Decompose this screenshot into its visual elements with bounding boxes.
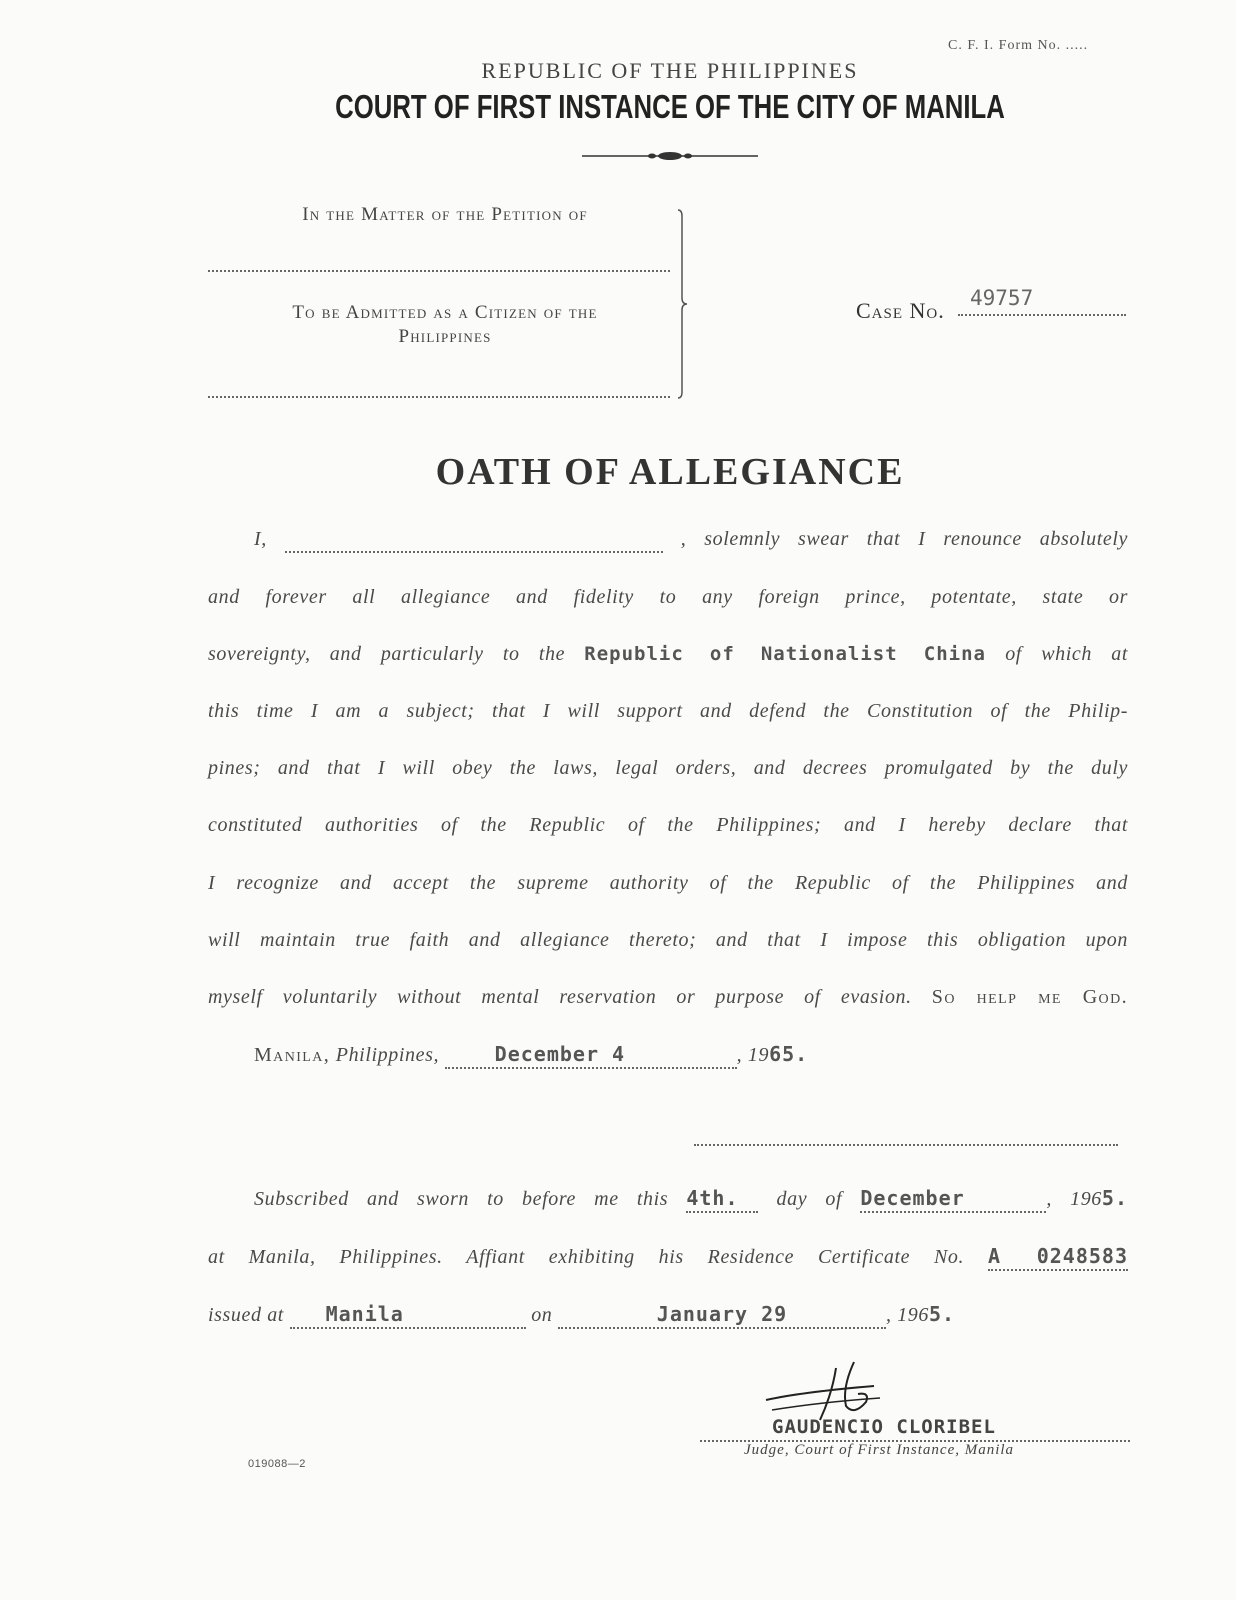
jurat-line-1	[254, 1186, 1128, 1213]
oath-line-1-text: , solemnly swear that I renounce absolutely	[680, 528, 1128, 550]
affiant-name-field	[285, 528, 663, 553]
case-number: 49757	[958, 286, 1126, 316]
place-philippines: Philippines,	[335, 1044, 440, 1066]
oath-line-3-end: of which at	[1005, 643, 1128, 665]
print-number: 019088—2	[248, 1458, 306, 1470]
judge-title: Judge, Court of First Instance, Manila	[744, 1442, 1015, 1458]
oath-line-5: pines; and that I will obey the laws, legal orders, and decrees promulgated by the duly	[208, 757, 1128, 779]
judge-name: GAUDENCIO CLORIBEL	[772, 1416, 996, 1438]
petition-caption: In the Matter of the Petition of	[302, 204, 588, 225]
oath-line-6: constituted authorities of the Republic of the Philippines; and I hereby declare that	[208, 814, 1128, 836]
jurat-text: Subscribed and sworn to before me this	[254, 1188, 669, 1210]
oath-pronoun: I,	[254, 528, 267, 550]
issued-year-prefix: , 196	[886, 1304, 929, 1326]
oath-line-8: will maintain true faith and allegiance thereto; and that I impose this obligation upon	[208, 929, 1128, 951]
residence-certificate-no: A 0248583	[988, 1244, 1128, 1268]
jurat-day-value: 4th.	[686, 1186, 739, 1210]
jurat-month-value: December	[860, 1186, 965, 1210]
court-heading: COURT OF FIRST INSTANCE OF THE CITY OF MANILA	[335, 88, 1005, 125]
oath-body	[208, 0, 1128, 1600]
admission-caption: To be Admitted as a Citizen of the	[292, 302, 598, 323]
issued-place	[290, 1302, 526, 1329]
issued-at-label: issued at	[208, 1304, 284, 1326]
oath-date	[445, 1042, 737, 1069]
jurat-residence-text: at Manila, Philippines. Affiant exhibiting his Residence Certificate No.	[208, 1246, 965, 1268]
oath-line-7: I recognize and accept the supreme authority of the Republic of the Philippines and	[208, 872, 1128, 894]
issued-year: 5.	[929, 1302, 956, 1326]
residence-certificate	[988, 1244, 1128, 1271]
country-of-origin: Republic of Nationalist China	[584, 643, 986, 665]
oath-line-9-text: myself voluntarily without mental reservation or purpose of evasion.	[208, 986, 912, 1008]
jurat-year: 5.	[1101, 1186, 1128, 1210]
oath-line-9	[208, 986, 1128, 1009]
issued-place-value: Manila	[325, 1302, 404, 1326]
so-help-me-god: So help me God.	[931, 986, 1128, 1008]
oath-date-value: December 4	[494, 1042, 626, 1066]
oath-line-3	[208, 643, 1128, 666]
document-title: OATH OF ALLEGIANCE	[435, 451, 905, 493]
jurat-month	[860, 1186, 1046, 1213]
jurat-day	[686, 1186, 758, 1213]
jurat-line-2	[208, 1244, 1128, 1271]
place-date-line	[254, 1042, 808, 1069]
oath-year-prefix: , 19	[736, 1044, 770, 1066]
affiant-signature-line	[694, 1144, 1118, 1146]
oath-line-2: and forever all allegiance and fidelity to any foreign prince, potentate, state or	[208, 586, 1128, 608]
issued-date	[558, 1302, 886, 1329]
jurat-line-3	[208, 1302, 1028, 1329]
place-manila: Manila,	[254, 1044, 331, 1066]
oath-line-1	[208, 528, 1128, 553]
issued-on-label: on	[531, 1304, 553, 1326]
republic-heading: REPUBLIC OF THE PHILIPPINES	[481, 58, 859, 83]
jurat-day-of: day of	[776, 1188, 843, 1210]
issued-date-value: January 29	[656, 1302, 788, 1326]
oath-line-3-text: sovereignty, and particularly to the	[208, 643, 566, 665]
oath-year: 65.	[769, 1042, 809, 1066]
oath-line-4: this time I am a subject; that I will support and defend the Constitution of the Philip-	[208, 700, 1128, 722]
case-label: Case No.	[856, 298, 945, 323]
jurat-year-prefix: , 196	[1046, 1188, 1102, 1210]
form-number: C. F. I. Form No. .....	[948, 38, 1089, 53]
admission-caption-country: Philippines	[398, 326, 492, 347]
